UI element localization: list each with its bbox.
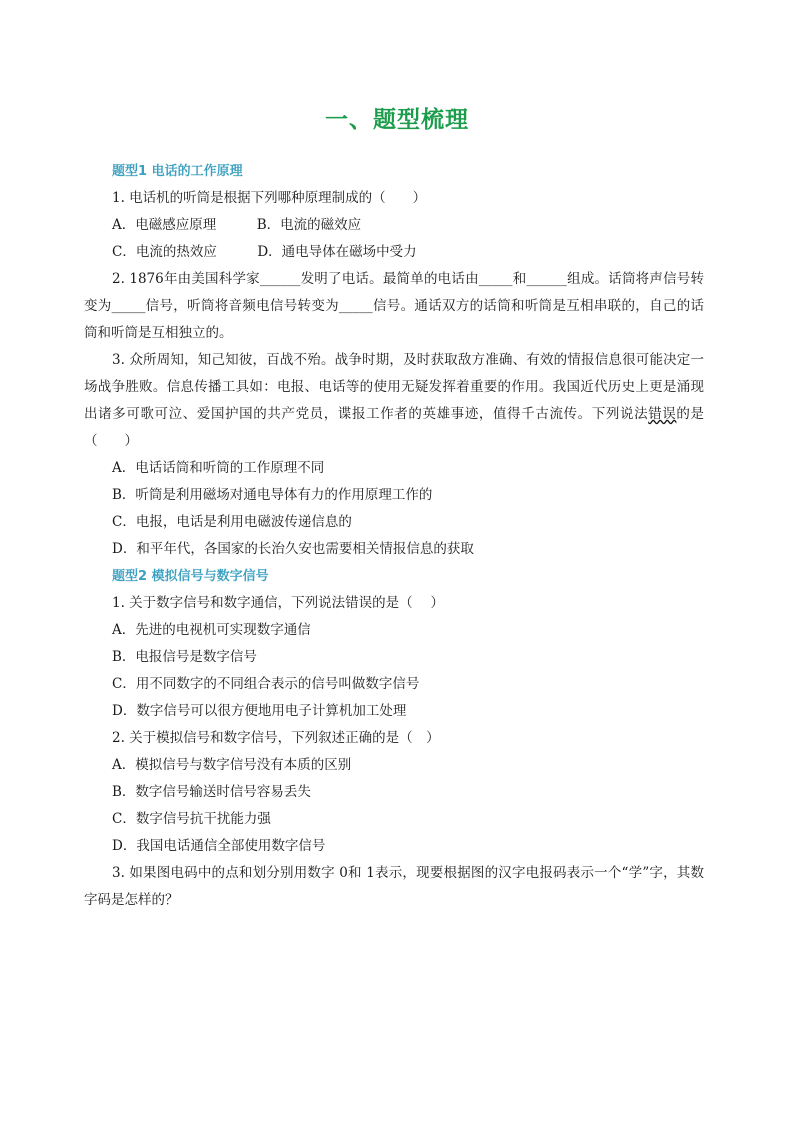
question-s2-q1-option-d: D．数字信号可以很方便地用电子计算机加工处理 — [112, 703, 407, 719]
page-title: 一、题型梳理 — [325, 107, 469, 133]
question-s1-q3-stem-after: 的是（ ） — [84, 406, 705, 449]
question-s2-q3-stem: 3. 如果图电码中的点和划分别用数字 0和 1表示，现要根据图的汉字电报码表示一个“学”字，其数字码是怎样的？ — [84, 865, 705, 908]
question-s2-q2-option-b: B．数字信号输送时信号容易丢失 — [112, 784, 311, 800]
question-s2-q2-option-d: D．我国电话通信全部使用数字信号 — [112, 838, 326, 854]
section-heading-2: 题型2 模拟信号与数字信号 — [112, 569, 269, 584]
question-s1-q1-options-row1: A．电磁感应原理 B．电流的磁效应 — [112, 217, 362, 233]
question-s1-q3-option-d: D．和平年代，各国家的长治久安也需要相关情报信息的获取 — [112, 541, 474, 557]
question-s2-q2-option-a: A．模拟信号与数字信号没有本质的区别 — [112, 757, 352, 773]
question-s2-q1-stem: 1. 关于数字信号和数字通信，下列说法错误的是（ ） — [112, 595, 444, 611]
question-s1-q3-emphasis: 错误 — [648, 406, 677, 422]
question-s1-q1-options-row2: C．电流的热效应 D．通电导体在磁场中受力 — [112, 244, 417, 260]
question-s1-q1-stem: 1. 电话机的听筒是根据下列哪种原理制成的（ ） — [112, 190, 427, 206]
question-s1-q3-option-b: B．听筒是利用磁场对通电导体有力的作用原理工作的 — [112, 487, 433, 503]
section-heading-1: 题型1 电话的工作原理 — [112, 164, 243, 179]
question-s1-q3-stem — [84, 347, 704, 455]
document-body — [84, 158, 704, 914]
question-s2-q1-option-a: A．先进的电视机可实现数字通信 — [112, 622, 311, 638]
question-s1-q3-option-a: A．电话话筒和听筒的工作原理不同 — [112, 460, 325, 476]
question-s2-q2-stem: 2. 关于模拟信号和数字信号，下列叙述正确的是（ ） — [112, 730, 440, 746]
question-s1-q3-option-c: C．电报，电话是利用电磁波传递信息的 — [112, 514, 352, 530]
question-s2-q1-option-b: B．电报信号是数字信号 — [112, 649, 257, 665]
question-s2-q1-option-c: C．用不同数字的不同组合表示的信号叫做数字信号 — [112, 676, 420, 692]
question-s2-q2-option-c: C．数字信号抗干扰能力强 — [112, 811, 271, 827]
question-s1-q2-stem: 2. 1876年由美国科学家______发明了电话。最简单的电话由_____和______组成。话筒将声信号转变为_____信号，听筒将音频电信号转变为_____信号。通话双方的话筒和听筒是互相串联的，自己的话筒和听筒是互相独立的。 — [84, 271, 704, 341]
question-s1-q3-stem-before: 3. 众所周知，知己知彼，百战不殆。战争时期，及时获取敌方准确、有效的情报信息很可能决定一场战争胜败。信息传播工具如：电报、电话等的使用无疑发挥着重要的作用。我国近代历史上更是涌现出诸多可歌可泣、爱国护国的共产党员，谍报工作者的英雄事迹，值得千古流传。下列说法 — [84, 352, 704, 422]
